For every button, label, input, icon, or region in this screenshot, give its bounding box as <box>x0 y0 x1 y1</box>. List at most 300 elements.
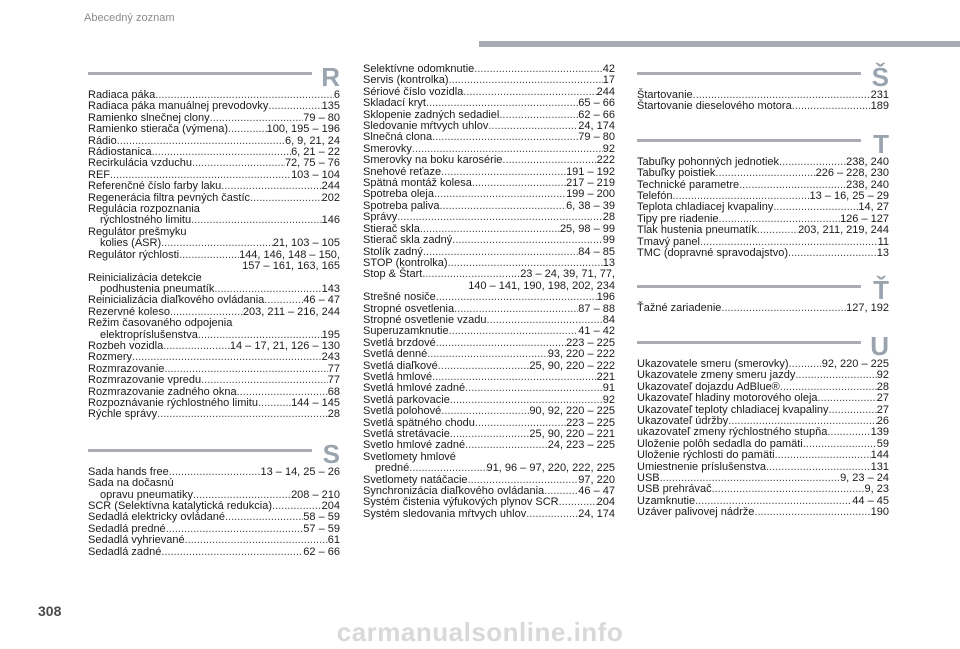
entry-pages: 14 – 17, 21, 126 – 130 <box>229 339 340 352</box>
entry-pages: 226 – 228, 230 <box>815 167 889 180</box>
entry-pages: 6, 9, 21, 24 <box>284 134 340 147</box>
entry-pages: 202 <box>321 191 340 204</box>
entry-pages: 135 <box>321 100 340 113</box>
entry-label: Umiestnenie príslušenstva <box>637 460 767 473</box>
entry-label: Štartovanie <box>637 89 693 101</box>
dot-leader <box>426 98 578 109</box>
entry-label: Ukazovateľ hladiny motorového oleja <box>637 392 818 405</box>
dot-leader <box>192 158 285 169</box>
entry-label: Svetlá diaľkové <box>363 359 438 372</box>
dot-leader <box>264 295 303 306</box>
entry-label: Regenerácia filtra pevných častíc <box>88 191 251 204</box>
entry-pages: 42 <box>602 63 615 75</box>
index-column-1 <box>88 64 340 558</box>
index-entry <box>88 409 340 420</box>
entry-label: SCR (Selektívna katalytická redukcia) <box>88 500 273 512</box>
entry-label: podhustenia pneumatík <box>100 282 215 295</box>
dot-leader <box>472 178 566 189</box>
entry-pages: 195 <box>321 328 340 341</box>
entry-pages: 77 <box>327 374 340 387</box>
entry-pages: 223 – 225 <box>566 416 615 429</box>
dot-leader <box>499 110 578 121</box>
entry-pages: 99 <box>602 234 615 247</box>
entry-pages: 144 – 145 <box>291 396 340 409</box>
entry-label: Rádio <box>88 134 117 147</box>
entry-pages: 143 <box>321 282 340 295</box>
entry-pages: 61 <box>327 534 340 547</box>
entry-label: Ramienko slnečnej clony <box>88 111 210 124</box>
index-entry <box>363 201 615 212</box>
index-entry <box>363 349 615 360</box>
entry-label: Rozmery <box>88 351 133 364</box>
dot-leader <box>712 484 865 495</box>
dot-leader <box>754 507 870 518</box>
entry-pages: 79 – 80 <box>303 111 340 124</box>
entry-pages: 68 <box>327 385 340 398</box>
dot-leader <box>221 181 321 192</box>
entry-pages: 90, 92, 220 – 225 <box>529 405 615 418</box>
index-entry <box>363 212 615 223</box>
entry-label: kolies (ASR) <box>100 237 162 250</box>
entry-pages: 223 – 225 <box>566 336 615 349</box>
entry-label: Tlak hustenia pneumatík <box>637 224 757 237</box>
dot-leader <box>788 248 877 259</box>
dot-leader <box>157 409 328 420</box>
index-entry <box>637 507 889 518</box>
entry-label: Svetlá polohové <box>363 405 442 418</box>
entry-pages: 26 <box>876 414 889 427</box>
dot-leader <box>502 155 596 166</box>
dot-leader <box>803 439 877 450</box>
index-section <box>637 64 889 113</box>
entry-pages: 28 <box>327 408 340 421</box>
entry-label: Svetlá brzdové <box>363 336 436 349</box>
entry-pages: 208 – 210 <box>291 488 340 501</box>
index-entry-heading: Režim časovaného odpojenia <box>88 317 233 330</box>
entry-pages: 84 <box>602 313 615 326</box>
dot-leader <box>258 398 291 409</box>
entry-pages: 87 – 88 <box>578 302 615 315</box>
dot-leader <box>163 341 230 352</box>
entry-pages: 9, 23 <box>864 483 889 496</box>
dot-leader <box>829 405 877 416</box>
entry-label: elektropríslušenstva <box>100 328 198 341</box>
entry-label: Svetlá stretávacie <box>363 428 450 440</box>
entry-label: Referenčné číslo farby laku <box>88 180 222 193</box>
entry-label: Správy <box>363 211 398 224</box>
dot-leader <box>439 201 566 212</box>
entry-label: Rozmrazovanie vpredu <box>88 374 202 387</box>
dot-leader <box>179 250 239 261</box>
entry-label: Smerovky <box>363 142 412 155</box>
entry-label: Sedadlá vyhrievané <box>88 534 185 547</box>
entry-label: Sledovanie mŕtvych uhlov <box>363 120 489 133</box>
dot-leader <box>161 238 273 249</box>
entry-pages: 91 <box>602 382 615 395</box>
entry-label: Tabuľky pohonných jednotiek <box>637 155 780 168</box>
entry-label: Servis (kontrolka) <box>363 74 449 87</box>
entry-label: Ukazovatele smeru (smerovky) <box>637 357 789 370</box>
entry-pages: 11 <box>877 235 889 248</box>
entry-label: Tmavý panel <box>637 235 700 248</box>
entry-pages: 127, 192 <box>846 302 889 315</box>
dot-leader <box>228 124 267 135</box>
entry-pages: 126 – 127 <box>840 212 889 225</box>
entry-pages: 196 <box>596 291 615 304</box>
entry-pages: 27 <box>876 403 889 416</box>
dot-leader <box>775 450 871 461</box>
entry-pages: 92 <box>876 369 889 382</box>
entry-pages: 199 – 200 <box>566 188 615 201</box>
entry-label: Sada hands free <box>88 465 169 478</box>
entry-label: Tabuľky poistiek <box>637 167 716 180</box>
entry-pages: 25, 98 – 99 <box>559 222 615 235</box>
section-rule <box>88 72 312 75</box>
index-entry-heading: Sada na dočasnú <box>88 477 174 490</box>
entry-label: Svetlo hmlové zadné <box>363 439 466 452</box>
index-entry <box>363 406 615 417</box>
entry-pages: 243 <box>321 351 340 364</box>
entry-label: Tipy pre riadenie <box>637 212 719 225</box>
entry-pages: 221 <box>596 370 615 383</box>
entry-label: STOP (kontrolka) <box>363 256 448 269</box>
section-letter: Ť <box>873 275 889 306</box>
entry-label: Radiaca páka <box>88 89 156 101</box>
index-section <box>363 64 615 520</box>
entry-label: Snehové reťaze <box>363 165 442 178</box>
index-entry <box>363 509 615 520</box>
entry-pages: 204 <box>321 500 340 512</box>
section-rule <box>637 139 861 142</box>
section-rule <box>637 72 861 75</box>
entry-label: Uzáver palivovej nádrže <box>637 506 755 519</box>
index-column-2 <box>363 64 615 520</box>
entry-label: Rýchle správy <box>88 408 158 421</box>
dot-leader <box>795 370 876 381</box>
entry-label: Svetlá spätného chodu <box>363 416 475 429</box>
entry-label: Ukazovateľ dojazdu AdBlue® <box>637 380 780 393</box>
index-entry <box>363 235 615 246</box>
entry-pages: 189 <box>870 100 889 113</box>
entry-label: Rozbeh vozidla <box>88 339 164 352</box>
dot-leader <box>452 235 602 246</box>
entry-pages: 93, 220 – 222 <box>547 348 615 361</box>
entry-label: Uzamknutie <box>637 494 696 507</box>
index-entry-heading: Svetlomety hmlové <box>363 450 456 463</box>
dot-leader <box>250 193 322 204</box>
entry-pages: 97, 220 <box>578 473 615 486</box>
entry-pages: 13 – 16, 25 – 29 <box>809 190 889 203</box>
entry-pages: 13 – 14, 25 – 26 <box>260 465 340 478</box>
entry-pages: 144 <box>870 449 889 462</box>
index-entry <box>88 295 340 306</box>
entry-pages: 92, 220 – 225 <box>821 357 889 370</box>
section-letter: R <box>321 62 340 92</box>
index-column-3 <box>637 64 889 519</box>
entry-pages: 231 <box>870 89 889 101</box>
section-rule <box>88 449 312 452</box>
dot-leader <box>721 303 846 314</box>
entry-pages: 217 – 219 <box>566 177 615 190</box>
entry-label: Rezervné koleso <box>88 305 170 318</box>
dot-leader <box>185 535 328 546</box>
entry-pages: 92 <box>602 142 615 155</box>
entry-pages: 139 <box>870 426 889 439</box>
index-entry <box>88 124 340 135</box>
entry-pages: 191 – 192 <box>566 165 615 178</box>
entry-pages: 103 – 104 <box>291 168 340 181</box>
dot-leader <box>818 393 877 404</box>
entry-pages: 41 – 42 <box>578 325 615 338</box>
entry-label: Ukazovatele zmeny smeru jazdy <box>637 369 796 382</box>
section-rule <box>637 285 861 288</box>
index-entry <box>363 98 615 109</box>
dot-leader <box>465 383 603 394</box>
entry-label: USB prehrávač <box>637 483 712 496</box>
entry-pages: 146 <box>321 214 340 227</box>
entry-label: Stierač skla zadný <box>363 234 453 247</box>
dot-leader <box>463 87 596 98</box>
entry-pages: 57 – 59 <box>303 522 340 535</box>
entry-label: Superuzamknutie <box>363 325 449 338</box>
entry-pages: 144, 146, 148 – 150, <box>239 248 340 261</box>
entry-label: Rádiostanica <box>88 146 152 159</box>
entry-label: Sklopenie zadných sedadiel <box>363 108 500 121</box>
dot-leader <box>201 375 328 386</box>
entry-label: Smerovky na boku karosérie <box>363 154 503 167</box>
index-entry <box>88 238 340 249</box>
entry-pages: 79 – 80 <box>578 131 615 144</box>
index-entry <box>363 463 615 474</box>
entry-label: Stropné osvetlenia <box>363 302 455 315</box>
entry-pages: 6, 38 – 39 <box>566 199 615 212</box>
index-section <box>637 330 889 519</box>
dot-leader <box>441 406 529 417</box>
entry-pages: 203, 211 – 216, 244 <box>242 305 340 318</box>
entry-label: Ramienko stierača (výmena) <box>88 123 228 136</box>
dot-leader <box>465 440 548 451</box>
entry-pages: 14, 27 <box>858 201 889 214</box>
entry-pages: 203, 211, 219, 244 <box>798 224 889 237</box>
section-letter: Š <box>871 62 889 92</box>
dot-leader <box>225 512 303 523</box>
entry-pages: 72, 75 – 76 <box>284 157 340 170</box>
entry-pages: 204 <box>596 496 615 509</box>
entry-pages: 62 – 66 <box>303 545 340 558</box>
entry-label: Systém sledovania mŕtvych uhlov <box>363 507 527 520</box>
dot-leader <box>474 64 602 75</box>
dot-leader <box>757 225 798 236</box>
dot-leader <box>434 189 566 200</box>
entry-pages: 9, 23 – 24 <box>840 471 889 484</box>
entry-label: Rozmrazovanie <box>88 362 165 375</box>
entry-label: Ukazovateľ údržby <box>637 414 729 427</box>
section-rule <box>637 341 861 344</box>
entry-label: Stop & Štart <box>363 268 423 281</box>
section-letter: T <box>873 128 889 159</box>
header-bar <box>479 41 960 47</box>
dot-leader <box>422 269 520 280</box>
entry-pages: 238, 240 <box>846 178 889 191</box>
entry-label: Ukazovateľ teploty chladiacej kvapaliny <box>637 403 829 416</box>
entry-pages: 131 <box>870 460 889 473</box>
entry-label: Svetlá hmlové <box>363 370 433 383</box>
entry-pages: 25, 90, 220 – 221 <box>529 428 615 440</box>
entry-pages: 222 <box>596 154 615 167</box>
section-letter: S <box>322 438 340 469</box>
dot-leader <box>436 292 597 303</box>
entry-pages: 244 <box>321 180 340 193</box>
index-entry <box>88 547 340 558</box>
dot-leader <box>449 326 579 337</box>
index-entry <box>88 375 340 386</box>
entry-label: Sedadlá predné <box>88 522 166 535</box>
index-entry-heading: Reinicializácia detekcie <box>88 271 202 284</box>
entry-label: Reinicializácia diaľkového ovládania <box>88 294 265 307</box>
entry-pages: 27 <box>876 392 889 405</box>
index-entry-continuation: 157 – 161, 163, 165 <box>242 260 340 273</box>
entry-label: Systém čistenia výfukových plynov SCR <box>363 496 559 509</box>
entry-label: Svetlá hmlové zadné <box>363 382 466 395</box>
dot-leader <box>438 361 530 372</box>
dot-leader <box>169 467 261 478</box>
dot-leader <box>397 212 603 223</box>
dot-leader <box>792 101 871 112</box>
index-entry-heading: Regulátor prešmyku <box>88 225 187 238</box>
index-entry <box>637 393 889 404</box>
index-entry <box>637 450 889 461</box>
entry-label: Stolík zadný <box>363 245 423 258</box>
entry-pages: 24, 174 <box>578 120 615 133</box>
index-entry <box>363 292 615 303</box>
entry-pages: 46 – 47 <box>303 294 340 307</box>
entry-label: Telefón <box>637 190 673 203</box>
page-header-title: Abecedný zoznam <box>84 12 175 24</box>
entry-pages: 190 <box>870 506 889 519</box>
index-section <box>88 64 340 421</box>
entry-pages: 23 – 24, 39, 71, 77, <box>520 268 615 281</box>
entry-label: Stropné osvetlenie vzadu <box>363 313 487 326</box>
index-entry <box>637 225 889 236</box>
entry-pages: 44 – 45 <box>852 494 889 507</box>
entry-label: rýchlostného limitu <box>100 214 192 227</box>
dot-leader <box>526 509 578 520</box>
entry-pages: 25, 90, 220 – 222 <box>529 359 615 372</box>
entry-pages: 65 – 66 <box>578 97 615 110</box>
index-entry <box>88 181 340 192</box>
index-entry <box>637 303 889 314</box>
dot-leader <box>191 215 322 226</box>
dot-leader <box>449 75 603 86</box>
dot-leader <box>409 463 486 474</box>
entry-pages: 46 – 47 <box>578 485 615 498</box>
dot-leader <box>488 121 578 132</box>
entry-label: Teplota chladiacej kvapaliny <box>637 201 774 214</box>
entry-label: Rozmrazovanie zadného okna <box>88 385 237 398</box>
entry-label: Radiaca páka manuálnej prevodovky <box>88 100 269 113</box>
section-letter: U <box>870 330 889 361</box>
entry-pages: 6 <box>333 89 340 101</box>
entry-label: Svetlomety natáčacie <box>363 473 468 486</box>
watermark: carmanualsonline.info <box>336 617 624 647</box>
entry-label: Svetlá parkovacie <box>363 393 450 406</box>
entry-label: USB <box>637 471 660 484</box>
entry-label: Technické parametre <box>637 178 740 191</box>
dot-leader <box>432 132 578 143</box>
entry-pages: 6, 21 – 22 <box>291 146 340 159</box>
entry-label: predné <box>375 462 410 475</box>
entry-pages: 21, 103 – 105 <box>272 237 340 250</box>
entry-label: TMC (dopravné spravodajstvo) <box>637 247 789 260</box>
entry-pages: 58 – 59 <box>303 511 340 524</box>
entry-label: Selektívne odomknutie <box>363 63 475 75</box>
index-entry <box>363 155 615 166</box>
entry-pages: 59 <box>876 437 889 450</box>
index-entry <box>363 269 615 280</box>
dot-leader <box>436 338 566 349</box>
entry-label: Uloženie rýchlosti do pamäti <box>637 449 775 462</box>
entry-label: Stierač skla <box>363 222 420 235</box>
entry-label: Ťažné zariadenie <box>637 302 722 315</box>
entry-pages: 77 <box>327 362 340 375</box>
entry-label: ukazovateľ zmeny rýchlostného stupňa <box>637 426 828 439</box>
entry-label: Slnečná clona <box>363 131 433 144</box>
entry-label: Spotreba oleja <box>363 188 434 201</box>
entry-pages: 100, 195 – 196 <box>266 123 340 136</box>
dot-leader <box>715 168 815 179</box>
entry-pages: 92 <box>602 393 615 406</box>
entry-label: REF <box>88 168 110 181</box>
index-entry <box>637 427 889 438</box>
entry-label: Sériové číslo vozidla <box>363 85 464 98</box>
entry-pages: 244 <box>596 85 615 98</box>
index-entry <box>88 535 340 546</box>
entry-pages: 24, 174 <box>578 507 615 520</box>
entry-label: opravu pneumatiky <box>100 488 193 501</box>
entry-label: Regulátor rýchlosti <box>88 248 180 261</box>
entry-label: Recirkulácia vzduchu <box>88 157 192 170</box>
dot-leader <box>166 524 304 535</box>
entry-label: Spotreba paliva <box>363 199 440 212</box>
entry-label: Svetlá denné <box>363 348 428 361</box>
dot-leader <box>827 427 870 438</box>
index-entry <box>637 101 889 112</box>
index-entry <box>637 168 889 179</box>
entry-pages: 84 – 85 <box>578 245 615 258</box>
index-entry-heading: Regulácia rozpoznania <box>88 203 200 216</box>
index-section <box>88 438 340 558</box>
entry-label: Sedadlá zadné <box>88 545 162 558</box>
dot-leader <box>427 349 547 360</box>
entry-pages: 13 <box>602 256 615 269</box>
index-section <box>637 277 889 314</box>
entry-label: Spätná montáž kolesa <box>363 177 472 190</box>
entry-label: Skladací kryt <box>363 97 426 110</box>
index-section <box>637 128 889 260</box>
entry-pages: 17 <box>602 74 615 87</box>
entry-pages: 62 – 66 <box>578 108 615 121</box>
index-entry-continuation: 140 – 141, 190, 198, 202, 234 <box>468 279 615 292</box>
entry-pages: 238, 240 <box>846 155 889 168</box>
entry-pages: 28 <box>602 211 615 224</box>
entry-pages: 91, 96 – 97, 220, 222, 225 <box>486 462 615 475</box>
entry-pages: 13 <box>876 247 889 260</box>
entry-label: Štartovanie dieselového motora <box>637 100 792 113</box>
entry-pages: 28 <box>876 380 889 393</box>
entry-label: Sedadlá elektricky ovládané <box>88 511 225 524</box>
entry-pages: 24, 223 – 225 <box>547 439 615 452</box>
entry-label: Uloženie polôh sedadla do pamäti <box>637 437 803 450</box>
